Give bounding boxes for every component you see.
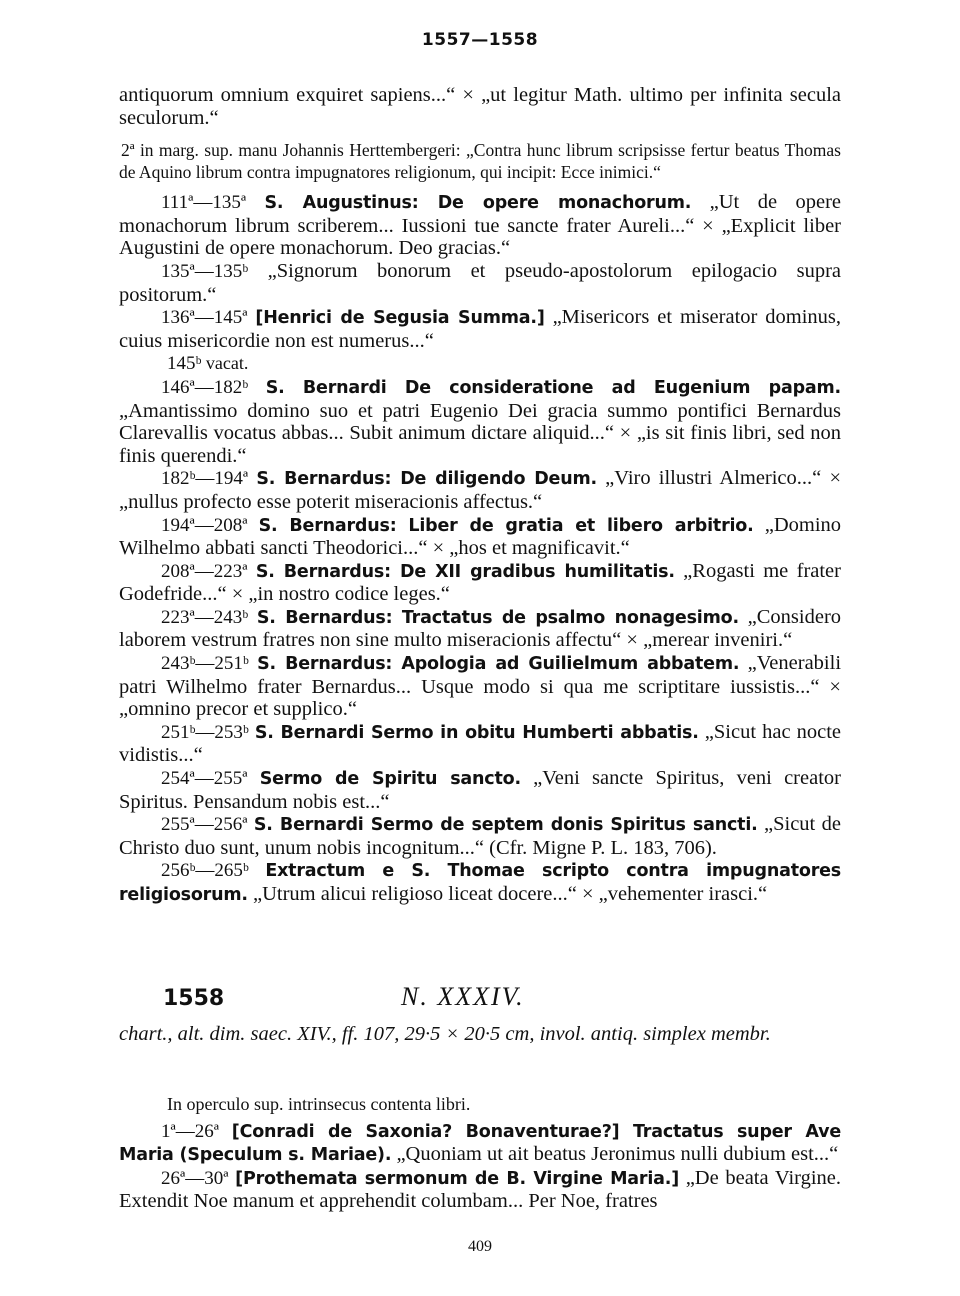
folio-range: 223ª—243ᵇ — [161, 606, 249, 628]
folio-range: 136ª—145ª — [161, 307, 248, 329]
entry-item — [119, 376, 841, 467]
entry-item — [119, 721, 841, 767]
entry-title: S. Bernardus: Apologia ad Guilielmum abbatem. — [257, 654, 740, 675]
entry-item — [119, 467, 841, 513]
entry-text: 2ª in marg. sup. manu Johannis Herttembergeri: „Contra hunc librum scripsisse fertur beatus Thomas de Aquino librum contra impugnatores religionum, qui incipit: Ecce inimici.“ — [119, 140, 841, 183]
entry-title: S. Bernardi Sermo in obitu Humberti abbatis. — [254, 722, 699, 743]
entry-title: [Prothemata sermonum de B. Virgine Maria.] — [235, 1168, 680, 1189]
folio-range: 182ᵇ—194ª — [161, 468, 249, 490]
entry-title: S. Bernardi De consideratione ad Eugenium papam. — [265, 377, 841, 398]
folio-range: 255ª—256ª — [161, 814, 248, 836]
entry-title: S. Bernardus: De XII gradibus humilitatis. — [255, 561, 675, 582]
entry-text: „Viro illustri Almerico...“ × „nullus profecto esse poterit miseracionis affectus.“ — [119, 467, 842, 513]
entry-text: „Amantissimo domino suo et patri Eugenio Dei gracia summo pontifici Bernardus Clarevallis vocatus abbas... Subit animum dictare aliquid...“ × „is sit finis libri, sed non finis querendi.“ — [119, 399, 841, 467]
entry-continuation — [119, 84, 841, 129]
entry-text: „Signorum bonorum et pseudo-apostolorum epilogacio supra positorum.“ — [119, 259, 841, 306]
folio-range: 1ª—26ª — [161, 1120, 219, 1142]
entry-text: „Rogasti me frater Godefride...“ × „in nostro codice leges.“ — [119, 559, 841, 606]
entry-text: „Sicut hac nocte vidistis...“ — [119, 720, 841, 767]
entry-item — [119, 767, 841, 813]
entry-item — [119, 260, 841, 306]
page-number: 409 — [468, 1238, 492, 1255]
folio-range: 111ª—135ª — [161, 192, 247, 214]
folio-range: 145ᵇ — [167, 353, 202, 375]
entry-text: „Domino Wilhelmo abbati sancti Theodorici...“ × „hos et magnificavit.“ — [119, 513, 842, 560]
manuscript-number: 1558 — [163, 986, 225, 1011]
manuscript-signature: N. XXXIV. — [401, 982, 525, 1011]
entry-text: antiquorum omnium exquiret sapiens...“ × „ut legitur Math. ultimo per infinita secula seculorum.“ — [119, 84, 841, 129]
folio-range: 243ᵇ—251ᵇ — [161, 653, 249, 675]
running-head: 1557—1558 — [421, 30, 539, 50]
entry-item — [119, 1167, 841, 1213]
entry-title: [Henrici de Segusia Summa.] — [255, 308, 545, 329]
entry-item — [119, 560, 841, 606]
entry-title: Extractum e S. Thomae scripto contra impugnatores religiosorum. — [119, 861, 842, 905]
entry-title: S. Bernardus: De diligendo Deum. — [256, 469, 597, 490]
entry-item — [119, 606, 841, 652]
entry-text: „Utrum alicui religioso liceat docere...“ × „vehementer irasci.“ — [252, 883, 768, 905]
entry-item — [119, 813, 841, 859]
entry-text: „Venerabili patri Wilhelmo frater Bernardus... Usque modo si qua me scriptitare iussistis...“ × „omnino precor et supplico.“ — [119, 652, 842, 721]
entry-title: S. Bernardi Sermo de septem donis Spiritus sancti. — [253, 815, 758, 836]
folio-range: 251ᵇ—253ᵇ — [161, 721, 249, 743]
marginal-note — [119, 139, 841, 183]
entry-text: vacat. — [205, 353, 249, 374]
manuscript-contents — [119, 1093, 841, 1213]
folio-range: 208ª—223ª — [161, 560, 248, 582]
catalogue-entries-1557 — [119, 84, 841, 907]
entry-item — [119, 191, 841, 260]
contents-intro: In operculo sup. intrinsecus contenta libri. — [167, 1094, 471, 1114]
folio-range: 254ª—255ª — [161, 768, 248, 790]
entry-item — [119, 514, 841, 560]
entry-title: [Conradi de Saxonia? Bonaventurae?] Tractatus super Ave Maria (Speculum s. Mariae). — [119, 1121, 842, 1166]
entry-item — [119, 652, 841, 721]
entry-item — [119, 859, 841, 906]
entry-title: Sermo de Spiritu sancto. — [259, 769, 521, 790]
entry-text: „De beata Virgine. Extendit Noe manum et apprehendit columbam... Per Noe, fratres — [119, 1166, 842, 1213]
entry-title: S. Bernardus: Tractatus de psalmo nonagesimo. — [256, 607, 739, 628]
manuscript-description — [119, 1022, 841, 1046]
folio-range: 194ª—208ª — [161, 514, 248, 536]
description-text: chart., alt. dim. saec. XIV., ff. 107, 29·5 × 20·5 cm, invol. antiq. simplex membr. — [119, 1023, 771, 1045]
folio-range: 146ª—182ᵇ — [161, 376, 249, 398]
entry-text: „Veni sancte Spiritus, veni creator Spiritus. Pensandum nobis est...“ — [119, 767, 841, 813]
entry-text: „Quoniam ut ait beatus Jeronimus nulli dubium est...“ — [396, 1143, 839, 1166]
entry-text: „Ut de opere monachorum librum scriberem... Iussioni tue sancte frater Aureli...“ × „Explicit liber Augustini de opere monachorum. Deo gracias.“ — [119, 191, 842, 260]
entry-item — [119, 1120, 841, 1167]
folio-range: 26ª—30ª — [161, 1167, 229, 1189]
entry-text: „Sicut de Christo duo sunt, unum nobis incognitum...“ (Cfr. Migne P. L. 183, 706). — [119, 813, 842, 859]
folio-range: 135ª—135ᵇ — [161, 260, 249, 282]
folio-range: 256ᵇ—265ᵇ — [161, 860, 249, 882]
entry-title: S. Bernardus: Liber de gratia et libero arbitrio. — [258, 515, 754, 536]
entry-item — [119, 306, 841, 352]
entry-item — [119, 352, 841, 376]
manuscript-heading — [119, 980, 841, 1020]
entry-title: S. Augustinus: De opere monachorum. — [264, 193, 692, 214]
entry-text: „Considero laborem vestrum fratres non sine multo miseracionis affectu“ × „merear inveniri.“ — [119, 605, 842, 652]
entry-text: „Misericors et miserator dominus, cuius misericordie non est numerus...“ — [119, 306, 842, 352]
